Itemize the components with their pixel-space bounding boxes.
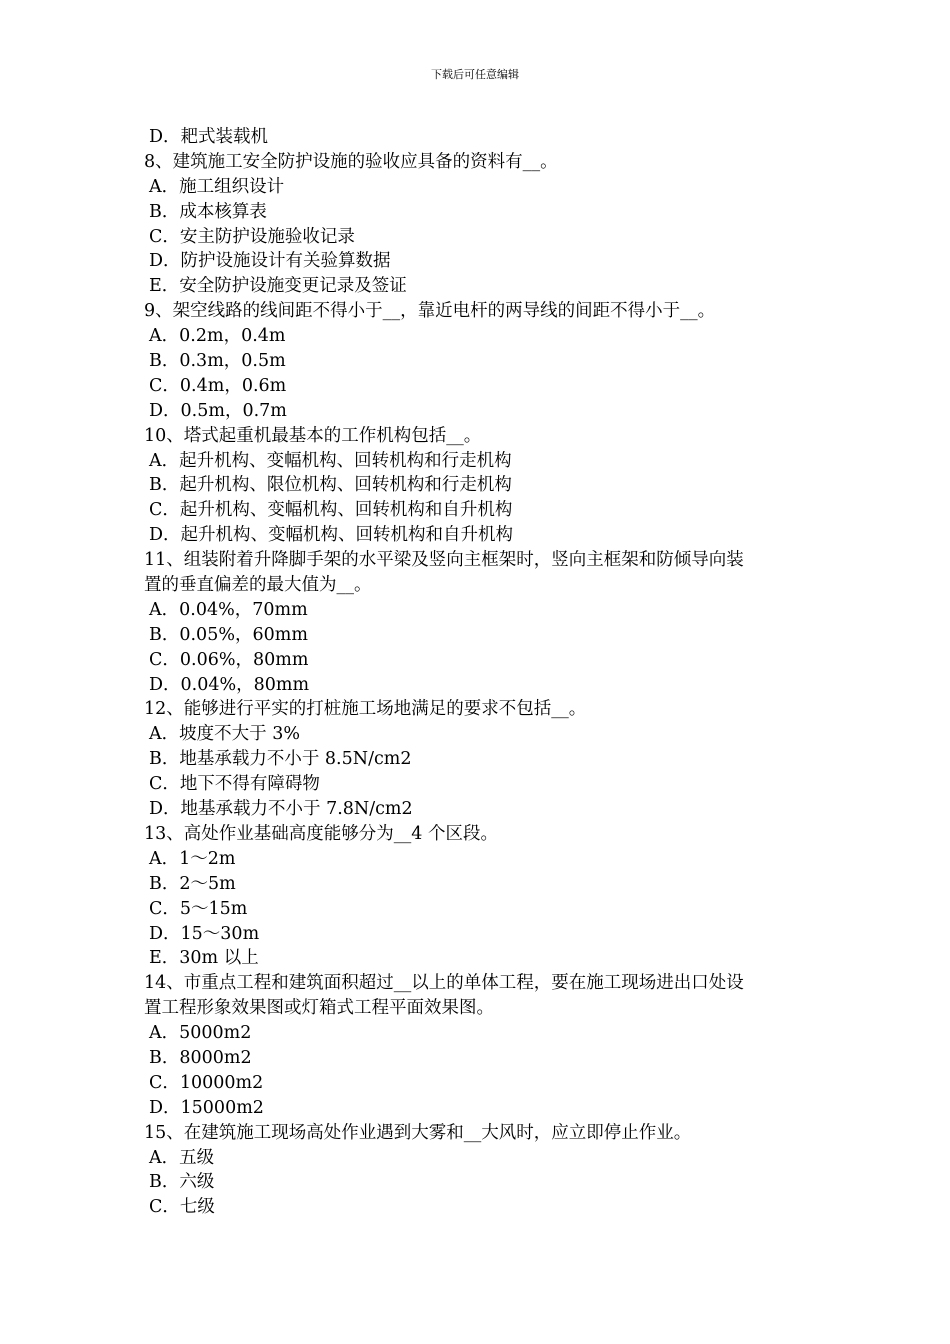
answer-option: C．安主防护设施验收记录 (149, 226, 355, 247)
answer-option: B．0.3m，0.5m (149, 351, 286, 372)
answer-option: B．0.05%，60mm (149, 624, 308, 645)
answer-option: B．8000m2 (149, 1047, 252, 1068)
answer-option: A．坡度不大于 3% (149, 724, 300, 745)
answer-option: A．5000m2 (149, 1023, 252, 1044)
answer-option: C．七级 (149, 1197, 215, 1218)
answer-option: E．30m 以上 (149, 948, 259, 969)
answer-option: A．起升机构、变幅机构、回转机构和行走机构 (149, 450, 512, 471)
question-text: 13、高处作业基础高度能够分为__4 个区段。 (144, 823, 498, 844)
answer-option: A．1～2m (149, 848, 236, 869)
answer-option: D．起升机构、变幅机构、回转机构和自升机构 (149, 525, 514, 546)
answer-option: A．0.04%，70mm (149, 599, 308, 620)
answer-option: D．防护设施设计有关验算数据 (149, 251, 391, 272)
answer-option: C．地下不得有障碍物 (149, 774, 320, 795)
question-text: 9、架空线路的线间距不得小于__，靠近电杆的两导线的间距不得小于__。 (144, 301, 716, 322)
answer-option: B．成本核算表 (149, 201, 267, 222)
question-text: 14、市重点工程和建筑面积超过__以上的单体工程，要在施工现场进出口处设 (144, 973, 744, 994)
question-text: 8、建筑施工安全防护设施的验收应具备的资料有__。 (144, 151, 558, 172)
answer-option: D．0.04%，80mm (149, 674, 310, 695)
answer-option: B．2～5m (149, 873, 236, 894)
answer-option: C．起升机构、变幅机构、回转机构和自升机构 (149, 500, 513, 521)
answer-option: C．5～15m (149, 898, 248, 919)
question-text: 15、在建筑施工现场高处作业遇到大雾和__大风时，应立即停止作业。 (144, 1122, 692, 1143)
answer-option: C．0.06%，80mm (149, 649, 309, 670)
question-text: 12、能够进行平实的打桩施工场地满足的要求不包括__。 (144, 699, 587, 720)
answer-option: D．耙式装载机 (149, 127, 269, 147)
answer-option: D．地基承载力不小于 7.8N/cm2 (149, 799, 413, 820)
answer-option: A．0.2m，0.4m (149, 326, 286, 347)
answer-option: A．施工组织设计 (149, 176, 285, 197)
question-text: 10、塔式起重机最基本的工作机构包括__。 (144, 425, 482, 446)
answer-option: D．0.5m，0.7m (149, 400, 287, 421)
answer-option: A．五级 (149, 1147, 215, 1168)
answer-option: B．起升机构、限位机构、回转机构和行走机构 (149, 475, 512, 496)
answer-option: B．六级 (149, 1172, 215, 1193)
document-body (144, 125, 816, 1220)
answer-option: E．安全防护设施变更记录及签证 (149, 276, 407, 297)
answer-option: D．15000m2 (149, 1097, 264, 1118)
page-header: 下载后可任意编辑 (431, 68, 519, 81)
answer-option: D．15～30m (149, 923, 260, 944)
question-text: 置的垂直偏差的最大值为__。 (144, 575, 372, 596)
question-text: 置工程形象效果图或灯箱式工程平面效果图。 (144, 998, 494, 1019)
question-text: 11、组装附着升降脚手架的水平梁及竖向主框架时，竖向主框架和防倾导向装 (144, 550, 744, 571)
answer-option: B．地基承载力不小于 8.5N/cm2 (149, 749, 412, 770)
answer-option: C．0.4m，0.6m (149, 375, 287, 396)
answer-option: C．10000m2 (149, 1072, 264, 1093)
